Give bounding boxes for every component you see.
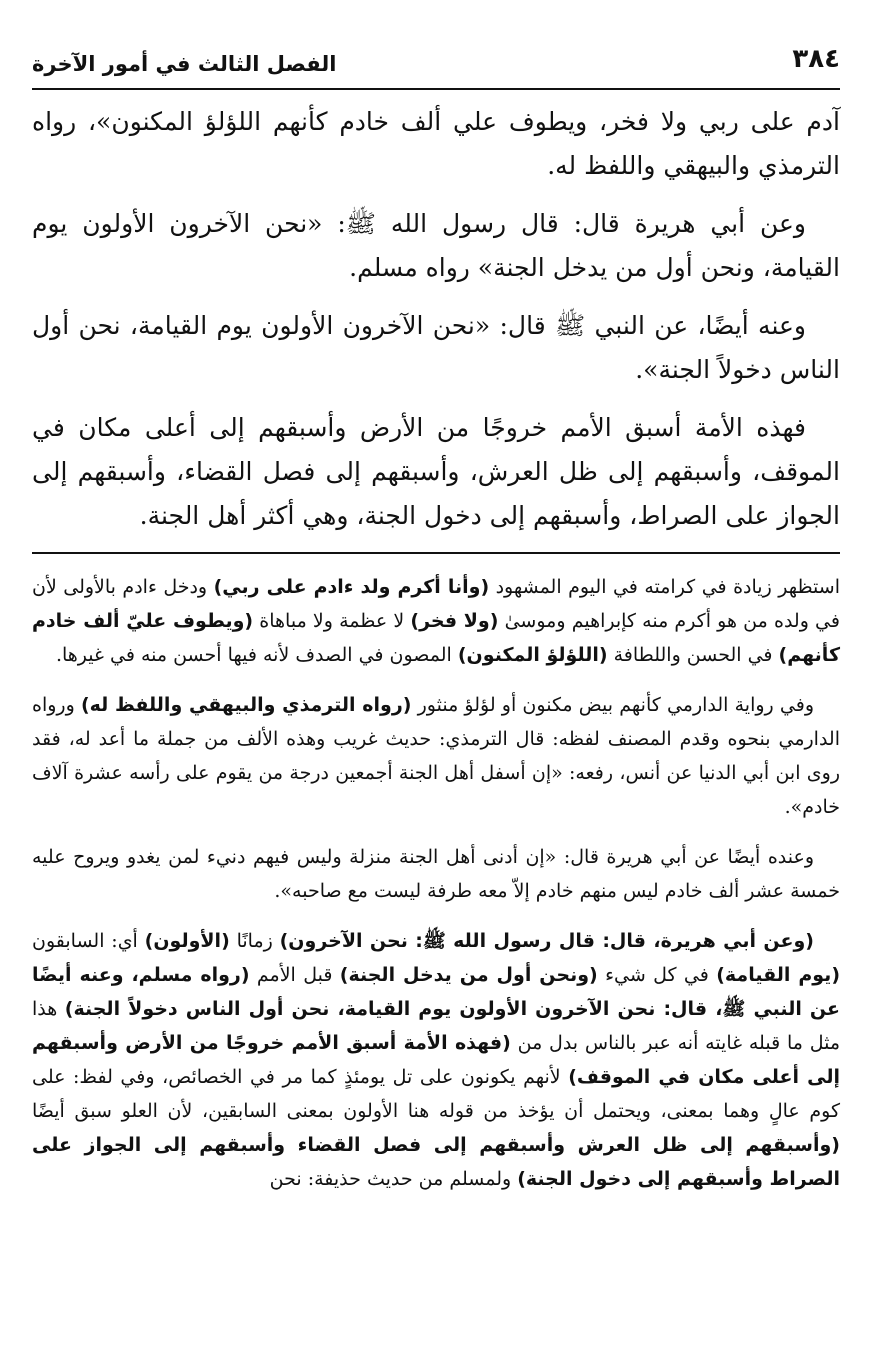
page-number: ٣٨٤ [792,44,840,74]
commentary-text: في كل شيء [597,964,717,986]
main-paragraph-3: وعنه أيضًا، عن النبي ﷺ قال: «نحن الآخرون الأولون يوم القيامة، نحن أول الناس دخولاً الجنة». [32,311,840,384]
commentary-text: لا عظمة ولا مباهاة [253,610,411,632]
commentary-paragraph-4 [32,924,840,1196]
commentary-text: ودخل ءادم بالأولى لأن في ولده من هو أكرم منه كإبراهيم وموسىٰ [32,576,840,632]
commentary-quote: (يوم القيامة) [716,964,840,986]
page-header [32,40,840,90]
commentary-text: استظهر زيادة في كرامته في اليوم المشهود [489,576,840,598]
commentary-quote: (اللؤلؤ المكنون) [457,644,608,666]
commentary-quote: (وأنا أكرم ولد ءادم على ربي) [213,576,490,598]
commentary-quote: (فهذه الأمة أسبق الأمم خروجًا من الأرض وأسبقهم إلى أعلى مكان في الموقف) [32,1032,840,1088]
main-paragraph-4: فهذه الأمة أسبق الأمم خروجًا من الأرض وأسبقهم إلى أعلى مكان في الموقف، وأسبقهم إلى ظل العرش، وأسبقهم إلى فصل القضاء، وأسبقهم إلى الجواز على الصراط، وأسبقهم إلى دخول الجنة، وهي أكثر أهل الجنة. [32,413,840,530]
commentary-paragraph-1 [32,570,840,672]
main-text [32,100,840,538]
commentary-quote: (وأسبقهم إلى ظل العرش وأسبقهم إلى فصل القضاء وأسبقهم إلى الجواز على الصراط وأسبقهم إلى دخول الجنة) [32,1134,840,1190]
commentary-paragraph-2 [32,688,840,824]
footnote-divider [32,552,840,554]
commentary-text: قبل الأمم [249,964,340,986]
commentary-paragraph-3 [32,840,840,908]
main-paragraph-2: وعن أبي هريرة قال: قال رسول الله ﷺ: «نحن الآخرون الأولون يوم القيامة، ونحن أول من يدخل الجنة» رواه مسلم. [32,209,840,282]
commentary-text: أي: السابقون [32,930,145,952]
commentary [32,570,840,1196]
commentary-quote: (الأولون) [144,930,230,952]
running-title: الفصل الثالث في أمور الآخرة [32,52,337,76]
commentary-quote: (رواه الترمذي والبيهقي واللفظ له) [80,694,412,716]
commentary-text: لأنهم يكونون على تل يومئذٍ كما مر في الخصائص، وفي لفظ: على كوم عالٍ وهما بمعنى، ويحتمل أن يؤخذ من قوله هنا الأولون بمعنى السابقين، لأن العلو سبق أيضًا [32,1066,840,1122]
commentary-text: وعنده أيضًا عن أبي هريرة قال: «إن أدنى أهل الجنة منزلة وليس فيهم دنيء لمن يغدو ويروح عليه خمسة عشر ألف خادم ليس منهم خادم إلاّ معه طرفة ليست مع صاحبه». [32,846,840,902]
book-page [32,40,840,1340]
main-paragraph-1: آدم على ربي ولا فخر، ويطوف علي ألف خادم كأنهم اللؤلؤ المكنون»، رواه الترمذي والبيهقي واللفظ له. [32,107,840,180]
commentary-text: ولمسلم من حديث حذيفة: نحن [269,1168,518,1190]
commentary-text: ورواه الدارمي بنحوه وقدم المصنف لفظه: قال الترمذي: حديث غريب وهذه الألف من جملة ما أعد له، فقد روى ابن أبي الدنيا عن أنس، رفعه: «إن أسفل أهل الجنة أجمعين درجة من يقوم على رأسه عشرة آلاف خادم». [32,694,840,818]
commentary-text: المصون في الصدف لأنه فيها أحسن منه في غيرها. [55,644,458,666]
commentary-text: زمانًا [229,930,280,952]
commentary-text: في الحسن واللطافة [607,644,779,666]
commentary-quote: (وعن أبي هريرة، قال: قال رسول الله ﷺ: نحن الآخرون) [279,930,814,952]
commentary-quote: (ويطوف عليّ ألف خادم كأنهم) [32,610,840,666]
commentary-text: وفي رواية الدارمي كأنهم بيض مكنون أو لؤلؤ منثور [411,694,814,716]
commentary-quote: (ونحن أول من يدخل الجنة) [339,964,598,986]
commentary-quote: (رواه مسلم، وعنه أيضًا عن النبي ﷺ، قال: نحن الآخرون الأولون يوم القيامة، نحن أول الناس دخولاً الجنة) [32,964,840,1020]
commentary-quote: (ولا فخر) [410,610,499,632]
commentary-text: هذا مثل ما قبله غايته أنه عبر بالناس بدل من [32,998,840,1054]
